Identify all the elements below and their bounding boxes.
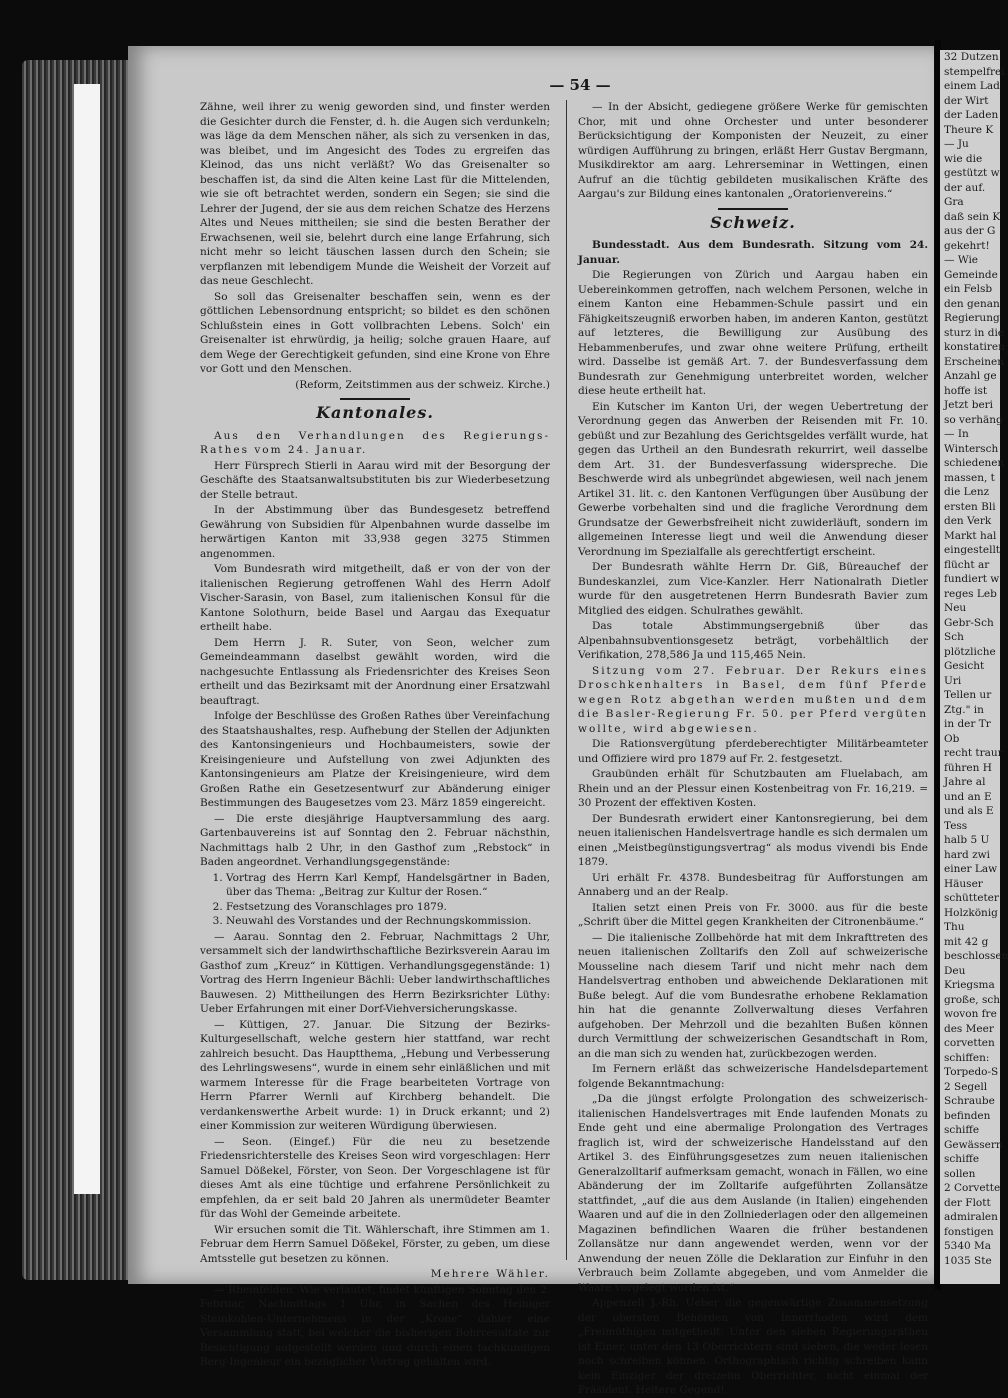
facing-page-fragment-line: befinden [944,1109,991,1122]
facing-page-fragment-line: Torpedo-S [944,1066,999,1078]
facing-page-fragment-line: der Laden [944,109,999,121]
facing-page-fragment-line: schiffe [944,1153,980,1165]
facing-page-fragment-line: ein Felsb [944,283,993,295]
facing-page-fragment-line: Neu [944,602,967,614]
article-paragraph: Aus den Verhandlungen des Regierungs-Rathes vom 24. Januar. [200,429,550,456]
agenda-item: 2. Festsetzung des Voranschlages pro 1879. [226,900,550,915]
facing-page-fragment-line: einer Law [944,863,998,875]
column-divider [566,100,567,1260]
facing-page-fragment-line: Uri [944,674,962,687]
article-paragraph: So soll das Greisenalter beschaffen sein, wenn es der göttlichen Lebensordnung entspricht; so bildet es den schönen Schlußstein eines in Gott vollbrachten Lebens. Solch' ein Greisenalter ist ehrwürdig, ja heilig; solche grauen Haare, auf dem Wege der Gerechtigkeit gefunden, sind eine Krone von Ehre vor Gott und den Menschen. [200,290,550,375]
facing-page-fragment-line: Tess [944,819,968,832]
facing-page-fragment-line: sturz in die [944,326,1005,339]
page-number: — 54 — [549,76,611,94]
agenda-item: 1. Vortrag des Herrn Karl Kempf, Handelsgärtner in Baden, über das Thema: „Beitrag zur Kultur der Rosen.“ [226,871,550,900]
article-source: (Reform, Zeitstimmen aus der schweiz. Kirche.) [295,378,550,391]
facing-page-fragment-line: die Lenz [944,486,990,498]
left-column [200,100,550,1368]
facing-page-fragment-line: in der Tr [944,718,991,730]
article-paragraph: Herr Fürsprech Stierli in Aarau wird mit der Besorgung der Geschäfte des Staatsanwaltsubstituten bis zur Wiederbesetzung der Stelle betraut. [200,459,550,501]
facing-page-fragment-line: daß sein K [944,210,1001,223]
facing-page-fragment-line: und an E [944,790,992,803]
section-rule [718,208,788,210]
facing-page-fragment-line: den genan [944,297,1000,310]
facing-page-fragment-line: stempelfrei [944,65,1005,78]
facing-page-fragment-line: plötzliche [944,645,996,658]
facing-page-fragment-line: den Verk [944,515,992,527]
facing-page-fragment-line: 5340 Ma [944,1240,992,1252]
facing-page-fragment-line: Erscheinen [944,355,1005,368]
agenda-item: 3. Neuwahl des Vorstandes und der Rechnungskommission. [226,914,550,929]
facing-page-fragment-line: admiralen [944,1211,998,1223]
article-paragraph: Sitzung vom 27. Februar. Der Rekurs eines Droschkenhalters in Basel, dem fünf Pferde wegen Rotz abgethan werden mußten und dem die Basler-Regierung Fr. 50. per Pferd vergüten wollte, wird abgewiesen. [578,664,928,735]
facing-page-fragment-line: 2 Corvette [944,1182,1001,1194]
facing-page-fragment-line: 2 Segell [944,1080,988,1093]
page-marker-strip [74,84,100,1194]
article-paragraph: Ein Kutscher im Kanton Uri, der wegen Uebertretung der Verordnung gegen das Anwerben der Reisenden mit Fr. 10. gebüßt und zur Bezahlung des Gerichtsgeldes verfällt wurde, hat gegen das Urtheil an den Bundesrath rekurrirt, weil dasselbe dem Art. 31. der Bundesverfassung widerspreche. Die Beschwerde wird als unbegründet abgewiesen, weil nach jenem Artikel 31. lit. c. den Kantonen Verfügungen über Ausübung der Gewerbe vorbehalten sind und die fragliche Verordnung dem Grundsatze der Gewerbsfreiheit nicht zuwiderläuft, sondern im allgemeinen Interesse liegt und weil die Anwendung dieser Verordnung im Spezialfalle als gerechtfertigt erscheint. [578,400,928,558]
article-paragraph: — In der Absicht, gediegene größere Werke für gemischten Chor, mit und ohne Orchester und unter besonderer Berücksichtigung der Komponisten der Neuzeit, zu einer würdigen Aufführung zu bringen, erläßt Herr Gustav Bergmann, Musikdirektor am aarg. Lehrerseminar in Wettingen, einen Aufruf an die tüchtig gebildeten musikalischen Kräfte des Aargau's zur Bildung eines kantonalen „Oratorienvereins.“ [578,101,928,200]
facing-page-fragment-line: — Ju [944,138,969,150]
article-paragraph: Der Bundesrath erwidert einer Kantonsregierung, bei dem neuen italienischen Handelsvertrage handle es sich dermalen um einen „Meistbegünstigungsvertrag“ als modus vivendi bis Ende 1879. [578,812,928,868]
facing-page-fragment-line: so verhäng [944,413,1003,426]
article-paragraph: Die Rationsvergütung pferdeberechtigter Militärbeamteter und Offiziere wird pro 1879 auf Fr. 2. festgesetzt. [578,738,928,765]
facing-page-fragment-line: wovon fre [944,1008,997,1020]
facing-page-fragment-line: aus der G [944,225,996,237]
facing-page-fragment-line: massen, t [944,471,995,484]
facing-page-fragment [940,50,1008,1284]
facing-page-fragment-line: Jahre al [944,776,986,788]
facing-page-fragment-line: der Wirt [944,94,989,107]
facing-page-fragment-line: schiffen: [944,1051,990,1064]
facing-page-fragment-line: Schraube [944,1095,995,1107]
facing-page-fragment-line: halb 5 U [944,834,990,846]
facing-page-fragment-line: gekehrt! [944,239,990,252]
facing-page-fragment-line: hoffe ist [944,384,988,397]
facing-page-fragment-line: 1035 Ste [944,1254,992,1267]
facing-page-fragment-line: der Flott [944,1196,991,1209]
facing-page-fragment-line: beschlossen [944,950,1008,962]
facing-page-fragment-line: schütteter [944,892,999,904]
facing-page-fragment-line: Gra [944,196,964,208]
facing-page-fragment-line: Gewässern [944,1138,1003,1151]
facing-page-fragment-line: reges Leb [944,587,997,600]
article-paragraph: — Aarau. Sonntag den 2. Februar, Nachmittags 2 Uhr, versammelt sich der landwirthschaftliche Bezirksverein Aarau im Gasthof zum „Kreuz“ in Küttigen. Verhandlungsgegenstände: 1) Vortrag des Herrn Ingenieur Bächli: Ueber landwirthschaftliches Bauwesen. 2) Mittheilungen des Herrn Bezirksrichter Lüthy: Ueber Erfahrungen mit einer Dorf-Viehversicherungskasse. [200,930,550,1015]
article-paragraph: Graubünden erhält für Schutzbauten am Fluelabach, am Rhein und an der Plessur einen Kostenbeitrag von Fr. 16,219. = 30 Prozent der effektiven Kosten. [578,768,928,809]
facing-page-fragment-line: des Meer [944,1022,994,1035]
facing-page-fragment-line: — In [944,428,969,440]
facing-page-fragment-line: Gesicht [944,660,985,672]
facing-page-fragment-line: große, sch [944,993,1000,1006]
article-paragraph: — Die erste diesjährige Hauptversammlung des aarg. Gartenbauvereins ist auf Sonntag den 2. Februar nächsthin, Nachmittags halb 2 Uhr, in den Gasthof zum „Rebstock“ in Baden angeordnet. Verhandlungsgegenstände: [200,812,550,868]
facing-page-fragment-line: ersten Bli [944,500,996,513]
facing-page-fragment-line: Thu [944,921,965,933]
facing-page-fragment-line: Jetzt beri [944,399,994,411]
facing-page-text [940,50,1008,1268]
facing-page-fragment-line: Sch [944,631,964,643]
facing-page-fragment-line: Anzahl ge [944,370,997,382]
facing-page-fragment-line: fundiert w [944,573,1000,585]
facing-page-fragment-line: Häuser [944,877,983,890]
facing-page-fragment-line: recht traur [944,747,1003,759]
article-paragraph: „Da die jüngst erfolgte Prolongation des schweizerisch-italienischen Handelsvertrages mit Ende laufenden Monats zu Ende geht und eine abermalige Prolongation des Vertrages fraglich ist, wird der schweizerische Handelsstand auf den Artikel 3. des Einführungsgesetzes zum neuen italienischen Generalzolltarif aufmerksam gemacht, wonach in Fällen, wo eine Abänderung der im Zolltarife aufgeführten Zollansätze stattfindet, „auf die aus dem Auslande (in Italien) eingehenden Waaren und auf die in den Zollniederlagen oder den allgemeinen Magazinen befindlichen Waaren die früher bestandenen Zollansätze nur dann angewendet werden, wenn vor der Anwendung der neuen Zölle die Deklaration zur Einfuhr in den Verbrauch beim Zollamte abgegeben, und vom Anmelder die Waare vorgelegt worden ist.“ [578,1093,928,1294]
section-heading-kantonales: Kantonales. [316,403,434,422]
section-rule [340,398,410,400]
facing-page-fragment-line: corvetten [944,1037,995,1049]
article-paragraph: Zähne, weil ihrer zu wenig geworden sind, und finster werden die Gesichter durch die Fenster, d. h. die Augen sich verdunkeln; was läge da dem Menschen näher, als sich zu versenken in das, was bleibet, und im Angesicht des Todes zu ergreifen das Kleinod, das uns nicht verläßt? Wo das Greisenalter so beschaffen ist, da sind die Alten keine Last für die Mittelenden, wie sie oft betrachtet werden, sondern ein Segen; sie sind die Lehrer der Jugend, der sie aus dem reichen Schatze des Herzens Altes und Neues mittheilen; sie sind die besten Berather der Erwachsenen, weil sie, belehrt durch eine lange Erfahrung, sich nicht mehr so leicht täuschen lassen durch den Schein; sie verpflanzen mit lebendigem Munde die Weisheit der Vorzeit auf das neue Geschlecht. [200,101,550,287]
article-paragraph: Der Bundesrath wählte Herrn Dr. Giß, Büreauchef der Bundeskanzlei, zum Vice-Kanzler. Herr Nationalrath Dietler wurde für den ausgetretenen Herrn Bundesrath Bavier zum Mitglied des eidgen. Schulrathes gewählt. [578,561,928,617]
section-heading-schweiz: Schweiz. [710,212,796,232]
facing-page-fragment-line: Ob [944,732,960,745]
facing-page-fragment-line: Ztg." in [944,703,984,716]
facing-page-fragment-line: sollen [944,1167,976,1180]
article-paragraph: — Seon. (Eingef.) Für die neu zu besetzende Friedensrichterstelle des Kreises Seon wird vorgeschlagen: Herr Samuel Dößekel, Förster, von Seon. Der Vorgeschlagene ist für dieses Amt als eine tüchtige und erfahrene Persönlichkeit zu empfehlen, da er seit bald 20 Jahren als unermüdeter Beamter für das Wohl der Gemeinde arbeitete. [200,1135,550,1220]
article-signature: Mehrere Wähler. [430,1268,550,1280]
facing-page-fragment-line: 32 Dutzen [944,51,999,63]
facing-page-fragment-line: Regierung [944,312,1000,324]
facing-page-fragment-line: führen H [944,761,992,774]
article-paragraph: Dem Herrn J. R. Suter, von Seon, welcher zum Gemeindeammann daselbst gewählt worden, wird die nachgesuchte Entlassung als Friedensrichter des Kreises Seon ertheilt und das Bezirksamt mit der Anordnung einer Ersatzwahl beauftragt. [200,636,550,707]
facing-page-fragment-line: Theure K [944,123,994,136]
facing-page-fragment-line: schiedenen [944,457,1005,469]
facing-page-fragment-line: und als E [944,805,994,817]
agenda-list [200,871,550,929]
facing-page-fragment-line: einem Lad [944,80,1000,92]
facing-page-fragment-line: mit 42 g [944,935,989,948]
facing-page-fragment-line: Tellen ur [944,689,992,701]
facing-page-fragment-line: hard zwi [944,848,990,861]
article-paragraph: In der Abstimmung über das Bundesgesetz betreffend Gewährung von Subsidien für Alpenbahnen wurde dasselbe im herwärtigen Kanton mit 33,938 gegen 3275 Stimmen angenommen. [200,504,550,560]
facing-page-fragment-line: eingestellt [944,544,1001,556]
article-paragraph: — Küttigen, 27. Januar. Die Sitzung der Bezirks-Kulturgesellschaft, welche gestern hier stattfand, war recht zahlreich besucht. Das Hauptthema, „Hebung und Verbesserung des Lehrlingswesens“, wurde in einem sehr einläßlichen und mit warmem Interesse für die Frage bearbeiteten Vortrage von Herrn Pfarrer Wernli auf Kirchberg behandelt. Die verdankenswerthe Arbeit wurde: 1) in Druck erkannt; und 2) einer Kommission zur weiteren Würdigung überwiesen. [200,1018,550,1132]
article-paragraph: Appenzell J.-Rh. Ueber die gegenwärtige Zusammensetzung der obersten Behörden von Innerrhoden wird dem „Freimüthigen mitgetheilt: Unter den sieben Regierungsräthen ist Einer, unter den 13 Oberrichtern sind sieben, die weder lesen noch schreiben können. Orthographisch richtig schreiben kann kein Einziger der dreizehn Oberrichter, nicht einmal der Präsident. Heitere Gegend! [578,1297,928,1396]
article-paragraph: Im Fernern erläßt das schweizerische Handelsdepartement folgende Bekanntmachung: [578,1063,928,1090]
facing-page-fragment-line: Kriegsma [944,979,995,991]
right-column [578,100,928,1396]
article-paragraph: — Rheinfelden. Wie verlautet, findet künftigen Sonntag den 2. Februar, Nachmittags 1 Uhr, in Sachen des Heiniger Steinkohlen-Unternehmens in der „Krone“ dahier eine Versammlung statt, bei welcher die bisherigen Bohrresultate zur Besichtigung aufgestellt werden und durch einen fachkundigen Berg-Ingenieur ein bezüglicher Vortrag gehalten wird. [200,1283,550,1368]
facing-page-fragment-line: gestützt w [944,167,1000,179]
article-paragraph: Infolge der Beschlüsse des Großen Rathes über Vereinfachung des Staatshaushaltes, resp. Aufhebung der Stellen der Adjunkten des Kantonsingenieurs und Hochbaumeisters, sowie der Kreisingenieure und Aufstellung von zwei Adjunkten des Kantonsingenieurs am Platze der Kreisingenieure, wird dem Großen Rathe ein Gesetzesentwurf zur Abänderung einiger Bestimmungen des Baugesetzes vom 23. März 1859 eingereicht. [200,710,550,809]
facing-page-fragment-line: Gebr-Sch [944,616,994,629]
article-paragraph: Das totale Abstimmungsergebniß über das Alpenbahnsubventionsgesetz beträgt, vorbehältlich der Verifikation, 278,586 Ja und 115,465 Nein. [578,620,928,661]
article-paragraph: Italien setzt einen Preis von Fr. 3000. aus für die beste „Schrift über die Mittel gegen Krankheiten der Citronenbäume.“ [578,901,928,928]
facing-page-fragment-line: Gemeinde [944,268,998,281]
facing-page-fragment-line: — Wie [944,254,979,266]
article-paragraph: Uri erhält Fr. 4378. Bundesbeitrag für Aufforstungen am Annaberg und an der Realp. [578,871,928,898]
facing-page-fragment-line: schiffe [944,1124,980,1136]
facing-page-fragment-line: der auf. [944,181,986,194]
facing-page-fragment-line: konstatiren [944,341,1005,353]
facing-page-fragment-line: Wintersch [944,442,999,455]
article-paragraph: Bundesstadt. Aus dem Bundesrath. Sitzung vom 24. Januar. [578,239,928,266]
article-paragraph: Vom Bundesrath wird mitgetheilt, daß er von der von der italienischen Regierung getroffenen Wahl des Herrn Adolf Vischer-Sarasin, von Basel, zum italienischen Konsul für die Kantone Solothurn, beide Basel und Aargau das Exequatur ertheilt habe. [200,563,550,633]
facing-page-fragment-line: wie die [944,152,983,165]
article-paragraph: Wir ersuchen somit die Tit. Wählerschaft, ihre Stimmen am 1. Februar dem Herrn Samuel Dößekel, Förster, zu geben, um diese Amtsstelle gut besetzen zu können. [200,1223,550,1265]
facing-page-fragment-line: flücht ar [944,558,990,571]
article-paragraph: Die Regierungen von Zürich und Aargau haben ein Uebereinkommen getroffen, nach welchem Personen, welche in einem Kanton eine Hebammen-Schule passirt und ein Fähigkeitszeugniß erworben haben, im anderen Kanton, gestützt auf letzteres, die Bewilligung zur Ausübung des Hebammenberufes, und zwar ohne weitere Prüfung, ertheilt wird. Dasselbe ist gemäß Art. 7. der Bundesverfassung dem Bundesrath zur Genehmigung unterbreitet worden, welcher diese heute ertheilt hat. [578,269,928,397]
facing-page-fragment-line: Markt hal [944,529,997,542]
facing-page-fragment-line: fonstigen [944,1225,994,1238]
article-paragraph: — Die italienische Zollbehörde hat mit dem Inkrafttreten des neuen italienischen Zolltarifs den Zoll auf schweizerische Mousseline nach diesem Tarif und nicht mehr nach dem Handelsvertrag enthoben und abweichende Deklarationen mit Buße belegt. Auf die vom Bundesrathe erhobene Reklamation hin hat die genannte Zollverwaltung dieses Verfahren aufgehoben. Der Mehrzoll und die bezahlten Bußen können durch Vermittlung der schweizerischen Gesandtschaft in Rom, an die man sich zu wenden hat, zurückbezogen werden. [578,931,928,1060]
facing-page-fragment-line: Deu [944,964,966,977]
facing-page-fragment-line: Holzkönig [944,906,998,919]
